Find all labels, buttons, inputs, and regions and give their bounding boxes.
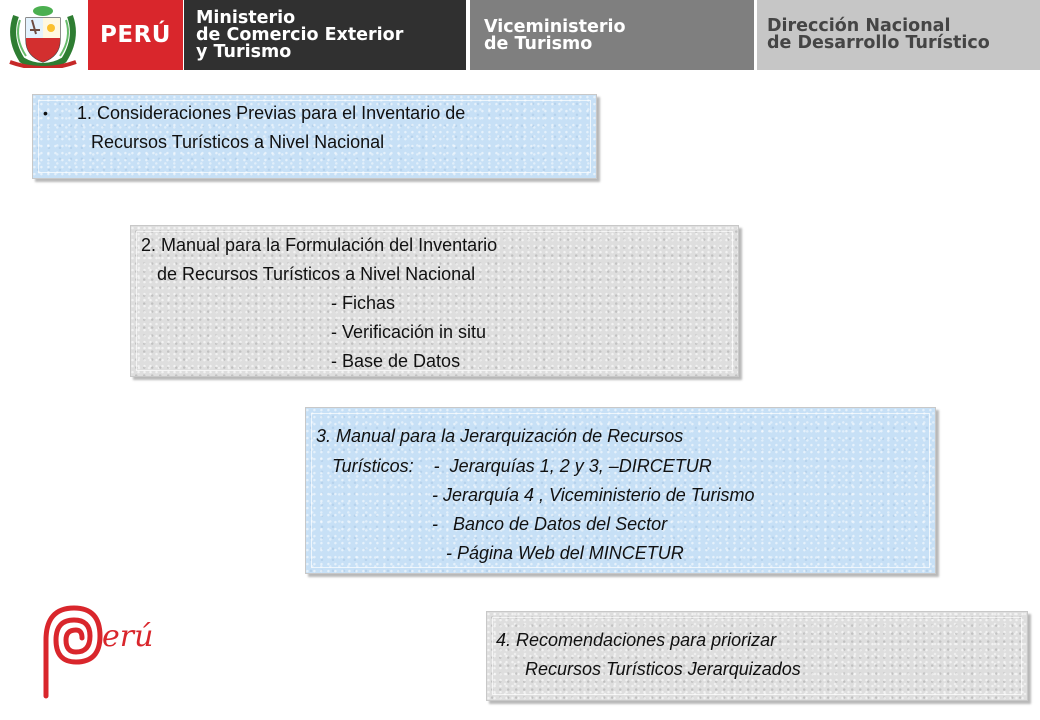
step-2-line-3: - Fichas: [331, 293, 396, 313]
country-label: PERÚ: [100, 22, 171, 48]
bullet-dot: •: [43, 105, 48, 121]
step-2-line-5: - Base de Datos: [331, 351, 461, 371]
step-2-line-1: 2. Manual para la Formulación del Inventario: [141, 235, 498, 255]
step-4-box: [486, 611, 1028, 701]
step-3-line-3: - Jerarquía 4 , Viceministerio de Turismo: [432, 485, 755, 505]
peru-brand-block: [88, 0, 183, 70]
step-4-line-1: 4. Recomendaciones para priorizar: [496, 630, 777, 650]
coat-of-arms-icon: [6, 4, 80, 68]
step-3-line-4: - Banco de Datos del Sector: [432, 514, 668, 534]
marca-peru-text: erú: [102, 619, 154, 654]
step-3-box: [305, 407, 936, 574]
step-1-box: [32, 94, 597, 179]
marca-peru-spiral-icon: [36, 600, 156, 700]
step-1-line-2: Recursos Turísticos a Nivel Nacional: [91, 132, 385, 152]
ministry-label: Ministerio de Comercio Exterior y Turismo: [196, 8, 404, 62]
ministry-block: [184, 0, 466, 70]
viceministry-block: [470, 0, 754, 70]
direction-label: Dirección Nacional de Desarrollo Turístico: [767, 16, 990, 53]
step-2-line-2: de Recursos Turísticos a Nivel Nacional: [157, 264, 476, 284]
direction-block: [757, 0, 1040, 70]
step-3-line-5: - Página Web del MINCETUR: [446, 543, 684, 563]
step-4-line-2: Recursos Turísticos Jerarquizados: [525, 659, 801, 679]
header-banner: [0, 0, 1040, 72]
step-1-line-1: 1. Consideraciones Previas para el Inventario de: [77, 103, 466, 123]
viceministry-label: Viceministerio de Turismo: [484, 17, 626, 54]
step-3-line-2: Turísticos: - Jerarquías 1, 2 y 3, –DIRCETUR: [332, 456, 712, 476]
step-2-box: [130, 225, 739, 377]
step-3-line-1: 3. Manual para la Jerarquización de Recursos: [316, 426, 684, 446]
step-2-line-4: - Verificación in situ: [331, 322, 487, 342]
